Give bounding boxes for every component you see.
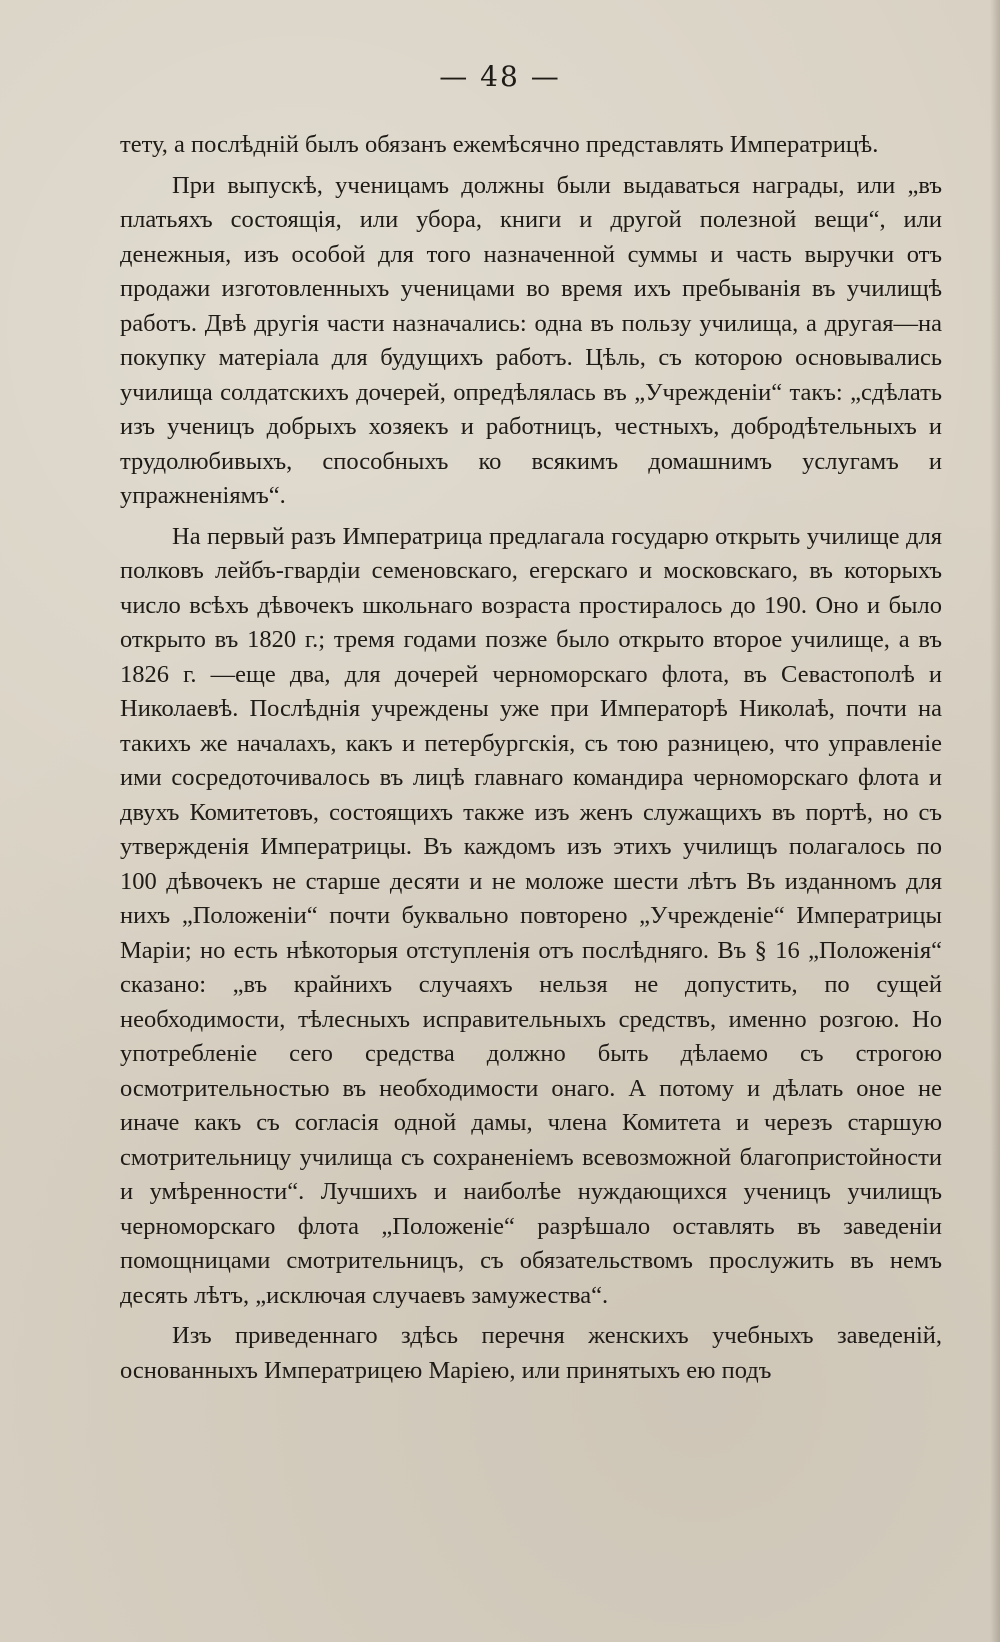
paragraph-conclusion: Изъ приведеннаго здѣсь перечня женскихъ учебныхъ заведеній, основанныхъ Императрицею Маріею, или принятыхъ ею подъ — [120, 1322, 942, 1384]
paragraph-continuation: тету, а послѣдній былъ обязанъ ежемѣсячно представлять Императрицѣ. — [120, 131, 879, 158]
page-number: — 48 — — [439, 60, 561, 93]
body-text — [120, 128, 942, 1388]
paragraph-awards: При выпускѣ, ученицамъ должны были выдаваться награды, или „въ платьяхъ состоящія, или убора, книги и другой полезной вещи“, или денежныя, изъ особой для того назначенной суммы и часть выручки отъ продажи изготовленныхъ ученицами во время ихъ пребыванія въ училищѣ работъ. Двѣ другія части назначались: одна въ пользу училища, а другая—на покупку матеріала для будущихъ работъ. Цѣль, съ которою основывались училища солдатскихъ дочерей, опредѣлялась въ „Учрежденіи“ такъ: „сдѣлать изъ ученицъ добрыхъ хозяекъ и работницъ, честныхъ, добродѣтельныхъ и трудолюбивыхъ, способныхъ ко всякимъ домашнимъ услугамъ и упражненіямъ“. — [120, 171, 942, 509]
page-edge-shadow — [990, 0, 1000, 1642]
paragraph-schools-history: На первый разъ Императрица предлагала государю открыть училище для полковъ лейбъ-гвардіи семеновскаго, егерскаго и московскаго, въ которыхъ число всѣхъ дѣвочекъ школьнаго возраста простиралось до 190. Оно и было открыто въ 1820 г.; тремя годами позже было открыто второе училище, а въ 1826 г. —еще два, для дочерей черноморскаго флота, въ Севастополѣ и Николаевѣ. Послѣднія учреждены уже при Императорѣ Николаѣ, почти на такихъ же началахъ, какъ и петербургскія, съ тою разницею, что управленіе ими сосредоточивалось въ лицѣ главнаго командира черноморскаго флота и двухъ Комитетовъ, состоящихъ также изъ женъ служащихъ въ портѣ, но съ утвержденія Императрицы. Въ каждомъ изъ этихъ училищъ полагалось по 100 дѣвочекъ не старше десяти и не моложе шести лѣтъ Въ изданномъ для нихъ „Положеніи“ почти буквально повторено „Учрежденіе“ Императрицы Маріи; но есть нѣкоторыя отступленія отъ послѣдняго. Въ § 16 „Положенія“ сказано: „въ крайнихъ случаяхъ нельзя не допустить, по сущей необходимости, тѣлесныхъ исправительныхъ средствъ, именно розгою. Но употребленіе сего средства должно быть дѣлаемо съ строгою осмотрительностью въ необходимости онаго. А потому и дѣлать оное не иначе какъ съ согласія одной дамы, члена Комитета и черезъ старшую смотрительницу училища съ сохраненіемъ всевозможной благопристойности и умѣренности“. Лучшихъ и наиболѣе нуждающихся ученицъ училищъ черноморскаго флота „Положеніе“ разрѣшало оставлять въ заведеніи помощницами смотрительницъ, съ обязательствомъ прослужить въ немъ десять лѣтъ, „исключая случаевъ замужества“. — [120, 522, 942, 1309]
